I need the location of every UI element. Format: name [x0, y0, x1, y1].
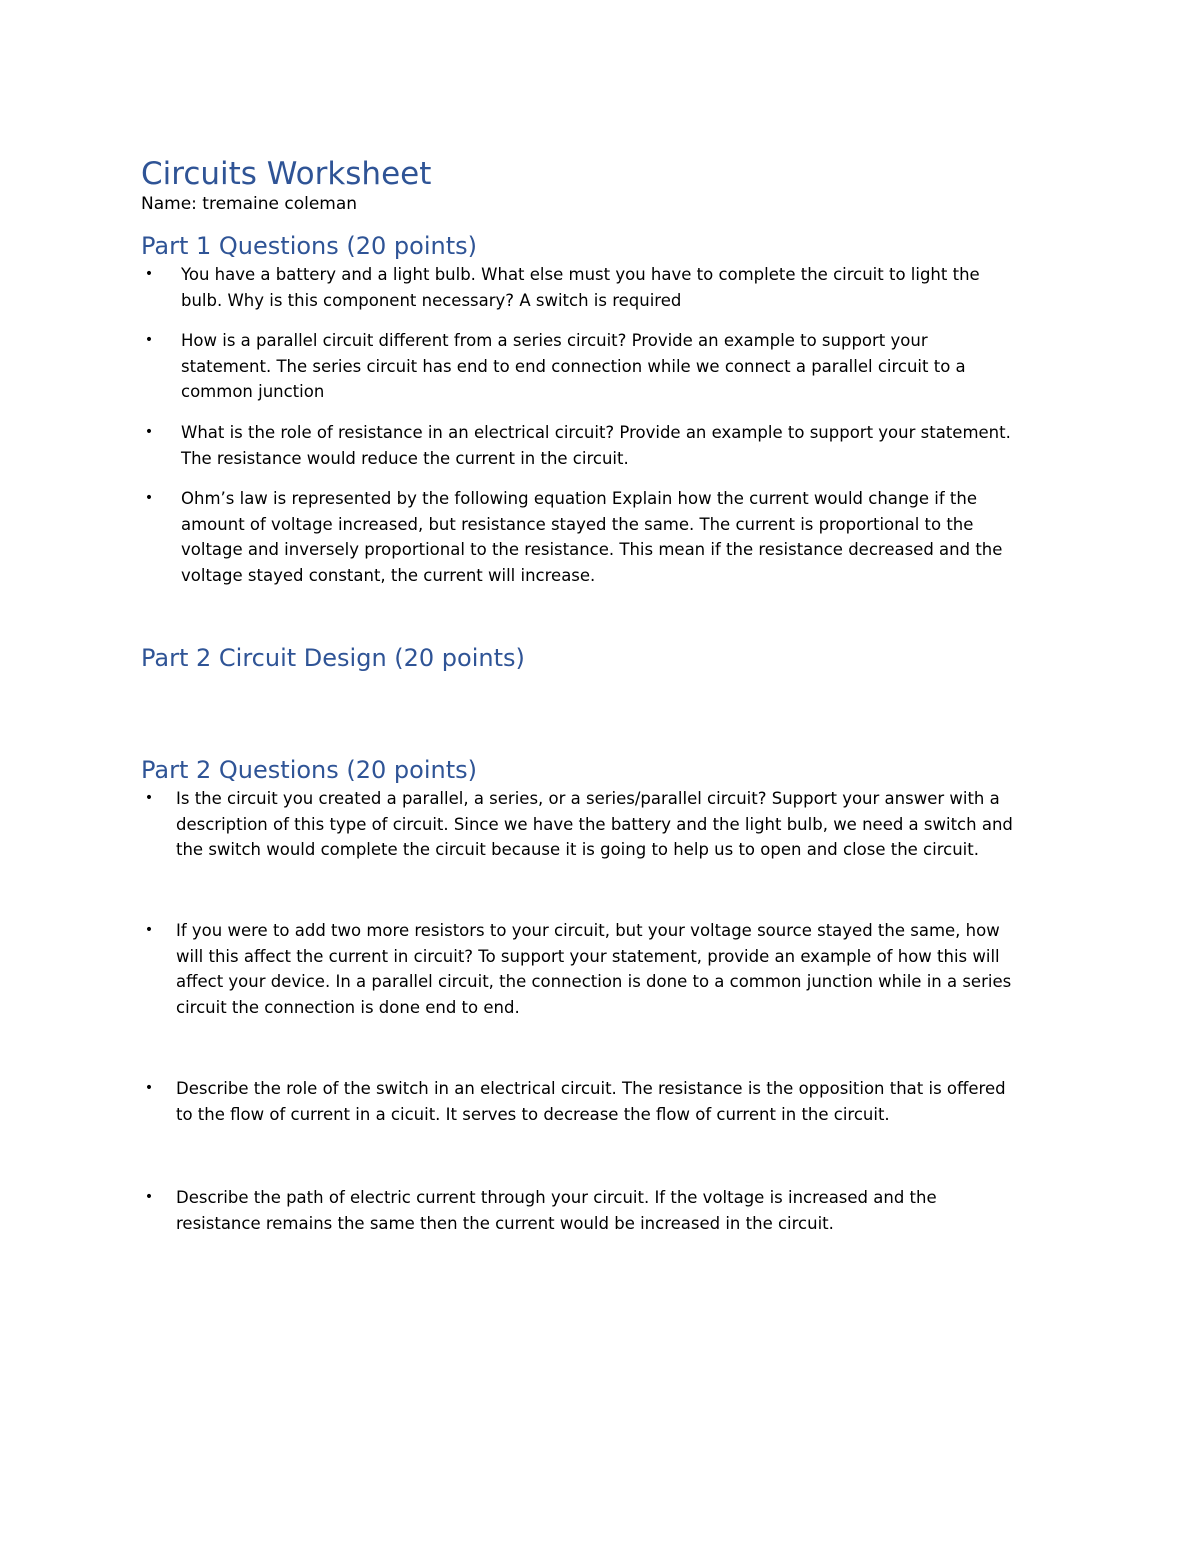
part2-question-3: [176, 1076, 1076, 1127]
question-text: If you were to add two more resistors to your circuit, but your voltage source stayed the same, how will this affect the current in circuit? To support your statement, provide an example of how this will affect your device. In a parallel circuit, the connection is done to a common junction while in a series circuit the connection is done end to end.: [176, 921, 1012, 1017]
question-text: How is a parallel circuit different from a series circuit? Provide an example to support your statement. The series circuit has end to end connection while we connect a parallel circuit to a common junction: [181, 331, 966, 402]
bullet-icon: •: [144, 332, 154, 348]
bullet-icon: •: [144, 1189, 154, 1205]
question-text: Describe the role of the switch in an electrical circuit. The resistance is the opposition that is offered to the flow of current in a cicuit. It serves to decrease the flow of current in the circuit.: [176, 1079, 1006, 1124]
question-text: Describe the path of electric current through your circuit. If the voltage is increased and the resistance remains the same then the current would be increased in the circuit.: [176, 1188, 937, 1233]
bullet-icon: •: [144, 790, 154, 806]
part1-question-4: [181, 486, 1081, 588]
bullet-icon: •: [144, 490, 154, 506]
question-text: Is the circuit you created a parallel, a series, or a series/parallel circuit? Support your answer with a description of this type of circuit. Since we have the battery and the light bulb, we need a switch and the switch would complete the circuit because it is going to help us to open and close the circuit.: [176, 789, 1013, 860]
part2-design-heading: Part 2 Circuit Design (20 points): [141, 644, 525, 672]
bullet-icon: •: [144, 1080, 154, 1096]
part2-question-4: [176, 1185, 1076, 1236]
question-text: You have a battery and a light bulb. What else must you have to complete the circuit to light the bulb. Why is this component necessary? A switch is required: [181, 265, 980, 310]
bullet-icon: •: [144, 424, 154, 440]
bullet-icon: •: [144, 266, 154, 282]
part1-question-3: [181, 420, 1081, 471]
part1-question-2: [181, 328, 1081, 405]
part1-heading: Part 1 Questions (20 points): [141, 232, 477, 260]
question-text: What is the role of resistance in an electrical circuit? Provide an example to support your statement. The resistance would reduce the current in the circuit.: [181, 423, 1011, 468]
part2-question-1: [176, 786, 1076, 863]
part2-question-2: [176, 918, 1076, 1020]
document-title: Circuits Worksheet: [141, 156, 432, 192]
part2-questions-heading: Part 2 Questions (20 points): [141, 756, 477, 784]
part1-question-1: [181, 262, 1081, 313]
question-text: Ohm’s law is represented by the following equation Explain how the current would change if the amount of voltage increased, but resistance stayed the same. The current is proportional to the voltage and inversely proportional to the resistance. This mean if the resistance decreased and the voltage stayed constant, the current will increase.: [181, 489, 1003, 585]
bullet-icon: •: [144, 922, 154, 938]
student-name: Name: tremaine coleman: [141, 194, 358, 214]
